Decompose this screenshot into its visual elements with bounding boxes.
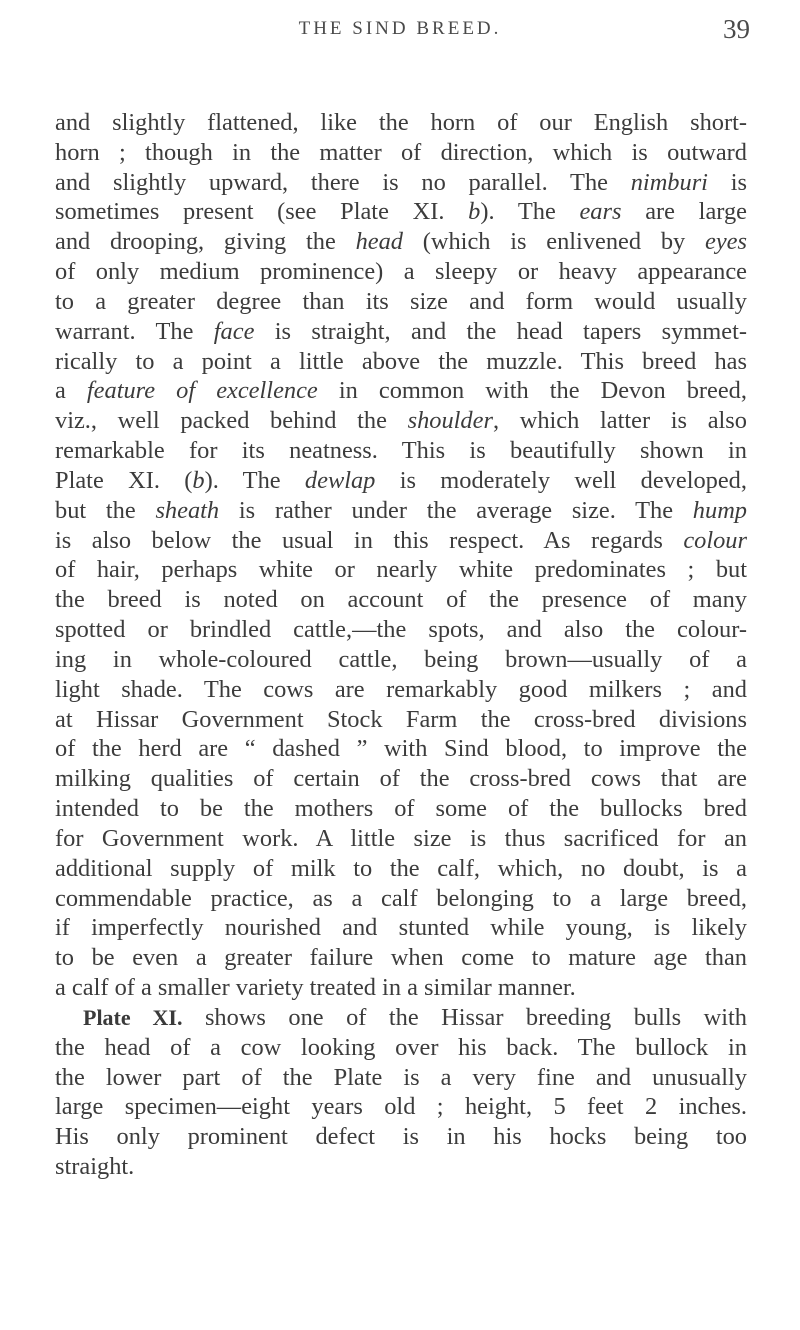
text-line xyxy=(55,257,747,287)
text-line xyxy=(55,764,747,794)
text-segment: and drooping, giving the xyxy=(55,228,356,256)
text-segment: straight. xyxy=(55,1152,135,1180)
text-line xyxy=(55,705,747,735)
text-segment: to a greater degree than its size and form would usually xyxy=(55,287,747,315)
text-segment: milking qualities of certain of the cross-bred cows that are xyxy=(55,765,747,793)
text-line xyxy=(55,1063,747,1093)
text-line xyxy=(55,168,747,198)
text-segment: horn ; though in the matter of direction, which is outward xyxy=(55,138,747,166)
text-line xyxy=(55,406,747,436)
text-segment: His only prominent defect is in his hocks being too xyxy=(55,1123,747,1151)
text-segment: shows one of the Hissar breeding bulls with xyxy=(182,1003,747,1031)
text-segment: warrant. The xyxy=(55,317,214,345)
italic-term: feature of excellence xyxy=(86,377,318,405)
text-segment: if imperfectly nourished and stunted while young, is likely xyxy=(55,914,747,942)
text-line xyxy=(55,794,747,824)
text-line xyxy=(55,943,747,973)
text-segment: additional supply of milk to the calf, which, no doubt, is a xyxy=(55,854,747,882)
text-line xyxy=(55,1033,747,1063)
text-segment: of the herd are “ dashed ” with Sind blood, to improve the xyxy=(55,735,747,763)
text-segment: ). The xyxy=(480,198,580,226)
running-title: THE SIND BREED. xyxy=(298,18,502,39)
text-line xyxy=(55,1122,747,1152)
text-line xyxy=(55,436,747,466)
text-line xyxy=(55,317,747,347)
text-segment: is xyxy=(707,168,747,196)
italic-term: eyes xyxy=(705,228,747,256)
italic-term: hump xyxy=(692,496,747,524)
italic-term: nimburi xyxy=(630,168,708,196)
italic-term: sheath xyxy=(155,496,220,524)
text-line xyxy=(55,884,747,914)
text-line xyxy=(55,675,747,705)
text-line xyxy=(55,1092,747,1122)
text-segment: the lower part of the Plate is a very fine and unusually xyxy=(55,1063,747,1091)
text-segment: and slightly upward, there is no parallel. The xyxy=(55,168,631,196)
text-segment: is straight, and the head tapers symmet- xyxy=(254,317,747,345)
text-segment: are large xyxy=(621,198,747,226)
text-segment: the head of a cow looking over his back. The bullock in xyxy=(55,1033,747,1061)
italic-term: shoulder xyxy=(407,407,493,435)
running-head xyxy=(0,14,800,44)
italic-term: dewlap xyxy=(304,466,376,494)
text-segment: spotted or brindled cattle,—the spots, and also the colour- xyxy=(55,616,747,644)
text-line xyxy=(55,108,747,138)
text-segment: at Hissar Government Stock Farm the cross-bred divisions xyxy=(55,705,747,733)
text-segment: , which latter is also xyxy=(492,407,747,435)
text-line xyxy=(55,645,747,675)
text-segment: (which is enlivened by xyxy=(402,228,705,256)
text-segment: but the xyxy=(55,496,156,524)
text-segment: is moderately well developed, xyxy=(375,466,747,494)
text-line xyxy=(55,854,747,884)
text-segment: Plate XI. xyxy=(83,1004,183,1030)
text-segment: light shade. The cows are remarkably good milkers ; and xyxy=(55,675,747,703)
text-segment: for Government work. A little size is thus sacrificed for an xyxy=(55,824,747,852)
text-segment: ). The xyxy=(204,466,305,494)
text-line xyxy=(55,376,747,406)
body-text xyxy=(55,108,747,1182)
text-segment: large specimen—eight years old ; height, 5 feet 2 inches. xyxy=(55,1093,747,1121)
text-segment: of hair, perhaps white or nearly white predominates ; but xyxy=(55,556,747,584)
text-line xyxy=(55,734,747,764)
page-number: 39 xyxy=(723,14,750,44)
text-line xyxy=(55,913,747,943)
text-line xyxy=(55,496,747,526)
text-line xyxy=(55,197,747,227)
text-segment: of only medium prominence) a sleepy or heavy appearance xyxy=(55,258,747,286)
text-line xyxy=(55,347,747,377)
text-segment: rically to a point a little above the muzzle. This breed has xyxy=(55,347,747,375)
italic-term: colour xyxy=(683,526,747,554)
text-line xyxy=(55,526,747,556)
text-line xyxy=(55,824,747,854)
text-segment: intended to be the mothers of some of the bullocks bred xyxy=(55,795,747,823)
text-segment: to be even a greater failure when come to mature age than xyxy=(55,944,747,972)
text-line xyxy=(55,287,747,317)
text-line xyxy=(55,615,747,645)
text-segment: is also below the usual in this respect. As regards xyxy=(55,526,684,554)
text-line xyxy=(55,555,747,585)
text-segment: remarkable for its neatness. This is beautifully shown in xyxy=(55,437,747,465)
text-line xyxy=(55,1003,747,1033)
text-segment: ing in whole-coloured cattle, being brown—usually of a xyxy=(55,645,747,673)
text-segment: is rather under the average size. The xyxy=(219,496,693,524)
italic-term: face xyxy=(213,317,255,345)
text-segment: a xyxy=(55,377,87,405)
text-segment: in common with the Devon breed, xyxy=(317,377,747,405)
text-line xyxy=(55,585,747,615)
text-segment: a calf of a smaller variety treated in a similar manner. xyxy=(55,974,576,1002)
text-line xyxy=(55,466,747,496)
text-segment: commendable practice, as a calf belonging to a large breed, xyxy=(55,884,747,912)
text-line xyxy=(55,1152,747,1182)
text-line xyxy=(55,138,747,168)
text-line xyxy=(55,227,747,257)
italic-term: ears xyxy=(579,198,622,226)
text-line xyxy=(55,973,747,1003)
italic-term: b xyxy=(468,198,481,226)
text-segment: Plate XI. ( xyxy=(55,466,193,494)
text-segment: and slightly flattened, like the horn of our English short- xyxy=(55,109,747,136)
text-segment: viz., well packed behind the xyxy=(55,407,408,435)
italic-term: head xyxy=(355,228,403,256)
text-segment: the breed is noted on account of the presence of many xyxy=(55,586,747,614)
text-segment: sometimes present (see Plate XI. xyxy=(55,198,469,226)
italic-term: b xyxy=(192,466,205,494)
